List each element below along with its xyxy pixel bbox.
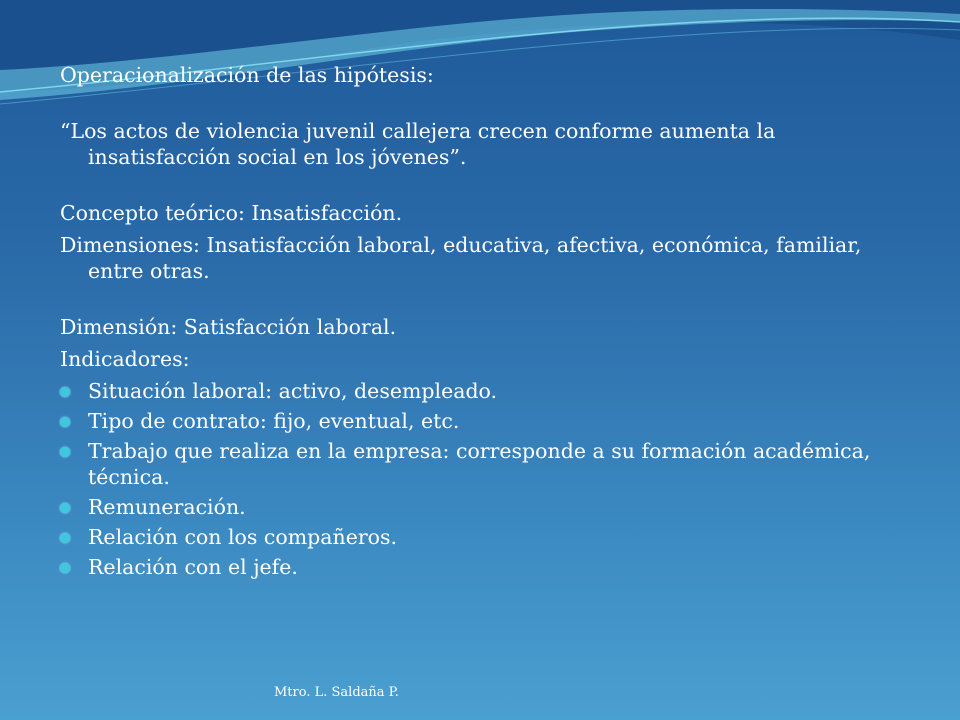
bullet-icon	[60, 387, 70, 397]
bullet-icon	[60, 533, 70, 543]
indicators-label: Indicadores:	[60, 347, 190, 371]
slide-content	[60, 62, 880, 584]
bullet-icon	[60, 563, 70, 573]
bullet-icon	[60, 417, 70, 427]
concept-text: Concepto teórico: Insatisfacción.	[60, 201, 403, 225]
bullet-icon	[60, 447, 70, 457]
list-item: Trabajo que realiza en la empresa: corresponde a su formación académica, técnica.	[60, 438, 880, 490]
hypothesis-text: “Los actos de violencia juvenil callejera crecen conforme aumenta la insatisfacción social en los jóvenes”.	[60, 119, 776, 169]
bullet-icon	[60, 503, 70, 513]
footer-author: Mtro. L. Saldaña P.	[274, 685, 399, 700]
list-item: Situación laboral: activo, desempleado.	[60, 378, 880, 404]
list-item: Tipo de contrato: fijo, eventual, etc.	[60, 408, 880, 434]
dimensions-text: Dimensiones: Insatisfacción laboral, educativa, afectiva, económica, familiar, entre otras.	[60, 233, 862, 283]
slide-heading: Operacionalización de las hipótesis:	[60, 63, 434, 87]
dimension-text: Dimensión: Satisfacción laboral.	[60, 315, 397, 339]
list-item: Remuneración.	[60, 494, 880, 520]
indicators-list	[60, 378, 880, 580]
list-item: Relación con los compañeros.	[60, 524, 880, 550]
list-item: Relación con el jefe.	[60, 554, 880, 580]
